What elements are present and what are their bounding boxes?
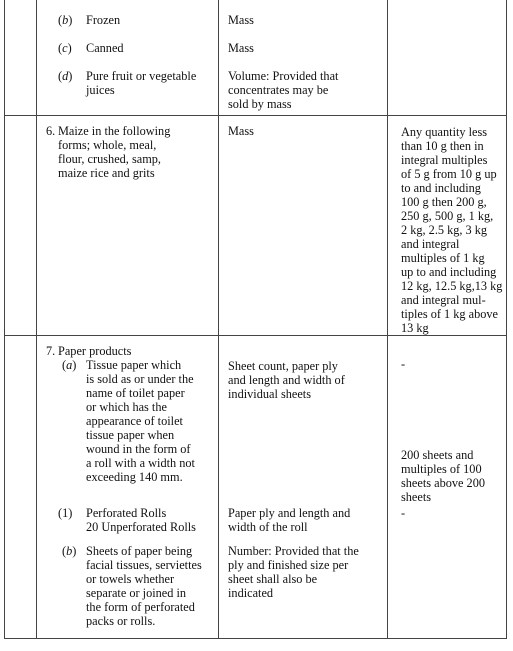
desc-line: the form of perforated (86, 600, 195, 614)
desc-line: Perforated Rolls (86, 506, 167, 520)
column-divider (387, 0, 388, 639)
unit-text: Number: Provided that the (228, 544, 359, 558)
unit-text: sheet shall also be (228, 572, 318, 586)
desc-line: flour, crushed, samp, (58, 152, 161, 166)
desc-line: maize rice and grits (58, 166, 155, 180)
desc-line: appearance of toilet (86, 414, 183, 428)
qty-line: and integral (401, 237, 460, 251)
desc-line: a roll with a width not (86, 456, 195, 470)
desc-line: separate or joined in (86, 586, 187, 600)
qty-line: sheets above 200 (401, 476, 486, 490)
sub-marker: (1) (58, 506, 73, 520)
column-divider (218, 0, 219, 639)
item-label: Canned (86, 41, 124, 55)
unit-text: individual sheets (228, 387, 311, 401)
row-divider (4, 115, 507, 116)
item-unit: Mass (228, 13, 254, 27)
item-unit: Volume: Provided that (228, 69, 339, 83)
item-marker: (b) (62, 544, 77, 558)
desc-line: Tissue paper which (86, 358, 182, 372)
qty-dash: - (401, 357, 406, 371)
qty-line: integral multiples (401, 153, 488, 167)
item-unit: Mass (228, 41, 254, 55)
qty-line: of 5 g from 10 g up (401, 167, 497, 181)
row-divider (4, 335, 507, 336)
unit-text: Sheet count, paper ply (228, 359, 338, 373)
qty-line: multiples of 100 (401, 462, 482, 476)
qty-line: to and including (401, 181, 481, 195)
unit-text: width of the roll (228, 520, 308, 534)
qty-line: than 10 g then in (401, 139, 484, 153)
qty-line: multiples of 1 kg (401, 251, 485, 265)
qty-dash: - (401, 506, 406, 520)
column-divider (36, 0, 37, 639)
qty-line: 12 kg, 12.5 kg,13 kg (401, 279, 503, 293)
unit-text: Mass (228, 124, 254, 138)
desc-line: packs or rolls. (86, 614, 156, 628)
unit-text: and length and width of (228, 373, 345, 387)
item-label: juices (86, 83, 115, 97)
item-label: Pure fruit or vegetable (86, 69, 197, 83)
item-marker: (d) (58, 69, 73, 83)
item-unit: concentrates may be (228, 83, 329, 97)
item-label: Frozen (86, 13, 121, 27)
qty-line: 200 sheets and (401, 448, 474, 462)
unit-text: indicated (228, 586, 274, 600)
desc-line: Maize in the following (58, 124, 171, 138)
qty-line: Any quantity less (401, 125, 488, 139)
qty-line: 250 g, 500 g, 1 kg, (401, 209, 494, 223)
desc-line: tissue paper when (86, 428, 175, 442)
row-number: 7. (46, 344, 56, 358)
item-marker: (b) (58, 13, 73, 27)
unit-text: ply and finished size per (228, 558, 349, 572)
row-number: 6. (46, 124, 56, 138)
desc-line: is sold as or under the (86, 372, 194, 386)
desc-line: Sheets of paper being (86, 544, 193, 558)
desc-line: forms; whole, meal, (58, 138, 157, 152)
desc-line: or towels whether (86, 572, 175, 586)
desc-line: name of toilet paper (86, 386, 185, 400)
desc-line: or which has the (86, 400, 167, 414)
qty-line: and integral mul- (401, 293, 486, 307)
qty-line: tiples of 1 kg above (401, 307, 498, 321)
item-marker: (a) (62, 358, 77, 372)
desc-line: 20 Unperforated Rolls (86, 520, 196, 534)
qty-line: 100 g then 200 g, (401, 195, 487, 209)
desc-line: wound in the form of (86, 442, 191, 456)
item-unit: sold by mass (228, 97, 292, 111)
unit-text: Paper ply and length and (228, 506, 351, 520)
qty-line: 13 kg (401, 321, 429, 335)
desc-line: facial tissues, serviettes (86, 558, 202, 572)
item-marker: (c) (58, 41, 72, 55)
qty-line: 2 kg, 2.5 kg, 3 kg (401, 223, 488, 237)
desc-line: exceeding 140 mm. (86, 470, 183, 484)
section-heading: Paper products (58, 344, 132, 358)
qty-line: sheets (401, 490, 432, 504)
qty-line: up to and including (401, 265, 497, 279)
